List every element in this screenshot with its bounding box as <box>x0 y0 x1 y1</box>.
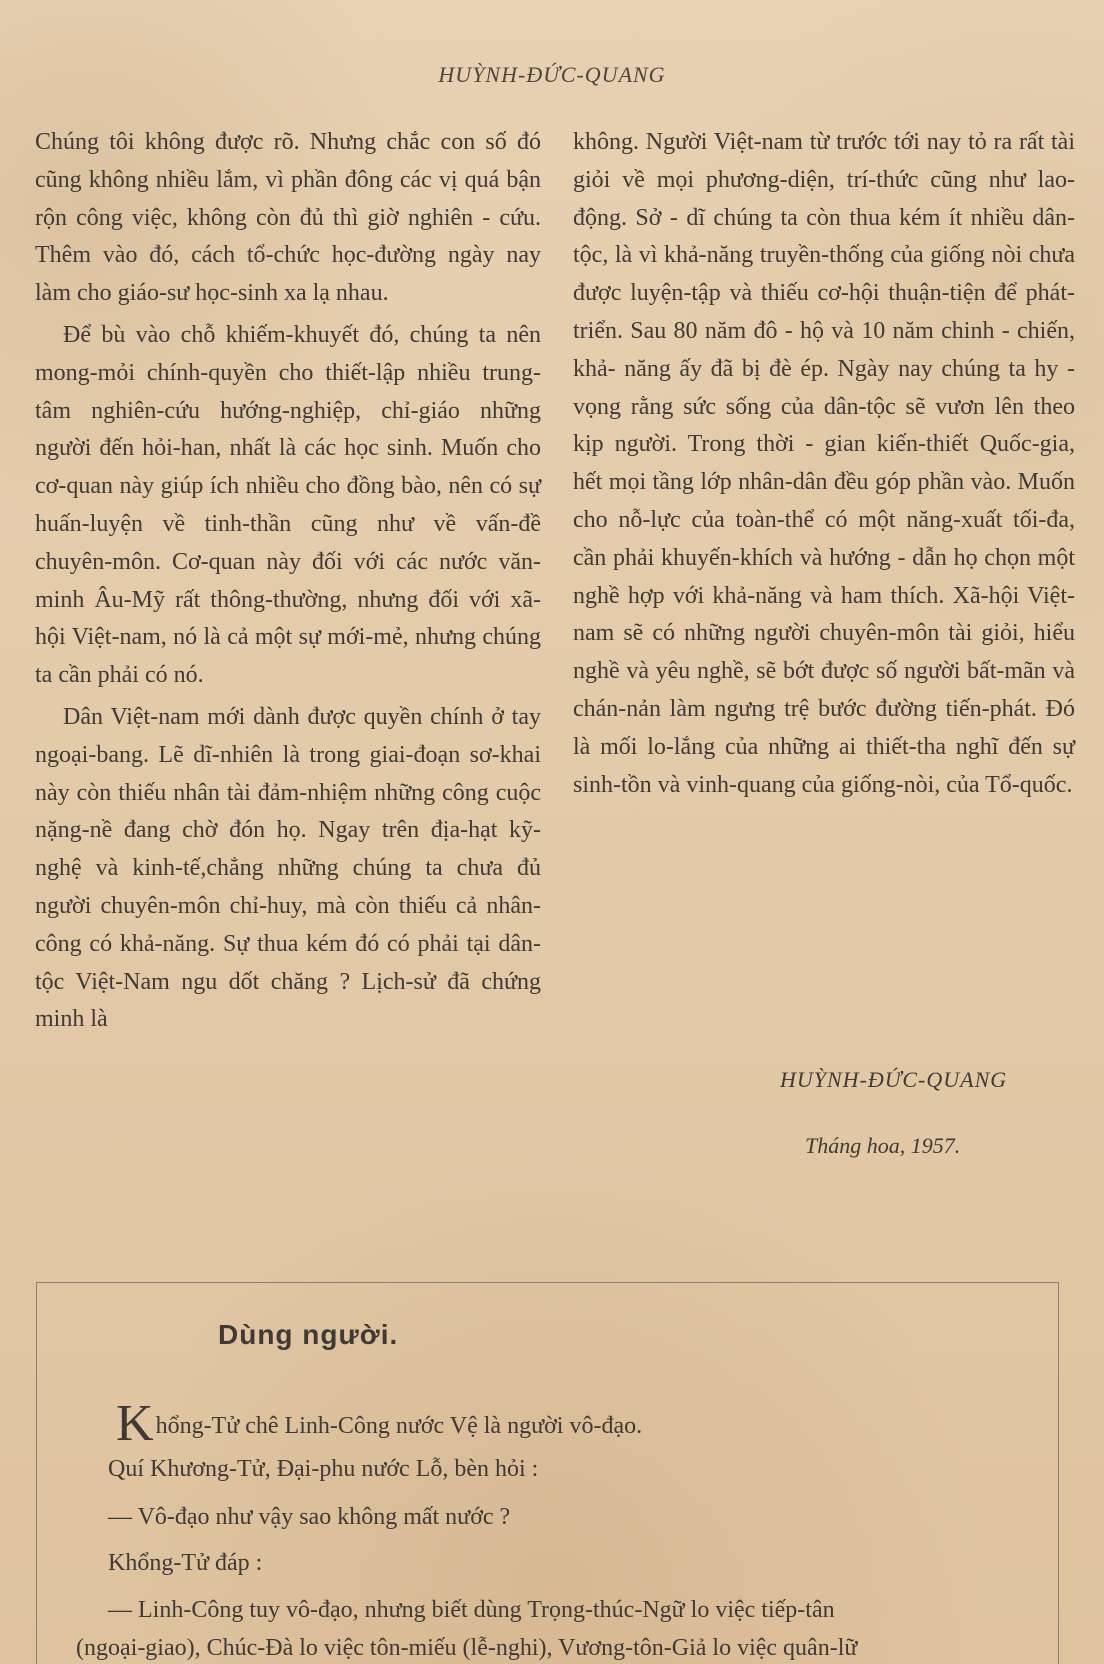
left-paragraph-3: Dân Việt-nam mới dành được quyền chính ở tay ngoại-bang. Lẽ dĩ-nhiên là trong giai-đoạn sơ-khai này còn thiếu nhân tài đảm-nhiệm những công cuộc nặng-nề đang chờ đón họ. Ngay trên địa-hạt kỹ-nghệ và kinh-tế,chẳng những chúng ta chưa đủ người chuyên-môn chỉ-huy, mà còn thiếu cả nhân-công có khả-năng. Sự thua kém đó có phải tại dân-tộc Việt-Nam ngu dốt chăng ? Lịch-sử đã chứng minh là <box>35 703 541 1033</box>
box-title: Dùng người. <box>218 1319 399 1350</box>
right-column <box>573 124 1075 808</box>
box-line-3: — Vô-đạo như vậy sao không mất nước ? <box>108 1504 511 1530</box>
box-line-1 <box>116 1395 1026 1452</box>
box-line-6: (ngoại-giao), Chúc-Đà lo việc tôn-miếu (lễ-nghi), Vương-tôn-Giả lo việc quân-lữ <box>76 1635 858 1661</box>
author-signature: HUỲNH-ĐỨC-QUANG <box>780 1067 1008 1092</box>
left-paragraph-2: Để bù vào chỗ khiếm-khuyết đó, chúng ta nên mong-mỏi chính-quyền cho thiết-lập nhiều trung-tâm nghiên-cứu hướng-nghiệp, chỉ-giáo những người đến hỏi-han, nhất là các học sinh. Muốn cho cơ-quan này giúp ích nhiều cho đồng bào, nên có sự huấn-luyện về tinh-thần cũng như về vấn-đề chuyên-môn. Cơ-quan này đối với các nước văn-minh Âu-Mỹ rất thông-thường, nhưng đối với xã-hội Việt-nam, nó là cả một sự mới-mẻ, nhưng chúng ta cần phải có nó. <box>35 321 541 689</box>
running-title: HUỲNH-ĐỨC-QUANG <box>438 62 666 87</box>
right-paragraph-1: không. Người Việt-nam từ trước tới nay tỏ ra rất tài giỏi về mọi phương-diện, trí-thức cũng như lao-động. Sở - dĩ chúng ta còn thua kém ít nhiều dân-tộc, là vì khả-năng truyền-thống của giống nòi chưa được luyện-tập và thiếu cơ-hội thuận-tiện để phát-triển. Sau 80 năm đô - hộ và 10 năm chinh - chiến, khả- năng ấy đã bị đè ép. Ngày nay chúng ta hy - vọng rằng sức sống của dân-tộc sẽ vươn lên theo kịp người. Trong thời - gian kiến-thiết Quốc-gia, hết mọi tầng lớp nhân-dân đều góp phần vào. Muốn cho nỗ-lực của toàn-thể có một năng-xuất tối-đa, cần phải khuyến-khích và hướng - dẫn họ chọn một nghề hợp với khả-năng và ham thích. Xã-hội Việt-nam sẽ có những người chuyên-môn tài giỏi, hiểu nghề và yêu nghề, sẽ bớt được số người bất-mãn và chán-nản làm ngưng trệ bước đường tiến-phát. Đó là mối lo-lắng của những ai thiết-tha nghĩ đến sự sinh-tồn và vinh-quang của giống-nòi, của Tổ-quốc. <box>573 129 1075 798</box>
box-line-2: Quí Khương-Tử, Đại-phu nước Lỗ, bèn hỏi : <box>108 1456 539 1482</box>
left-paragraph-1: Chúng tôi không được rõ. Nhưng chắc con số đó cũng không nhiều lắm, vì phần đông các vị quá bận rộn công việc, không còn đủ thì giờ nghiên - cứu. Thêm vào đó, cách tổ-chức học-đường ngày nay làm cho giáo-sư học-sinh xa lạ nhau. <box>35 129 541 307</box>
box-line-5: — Linh-Công tuy vô-đạo, nhưng biết dùng Trọng-thúc-Ngữ lo việc tiếp-tân <box>108 1597 835 1623</box>
left-column <box>35 124 541 1043</box>
publication-date: Tháng hoa, 1957. <box>805 1133 961 1158</box>
drop-cap: K <box>116 1395 154 1452</box>
box-line-1-text: hổng-Tử chê Linh-Công nước Vệ là người vô-đạo. <box>155 1413 643 1439</box>
box-line-4: Khổng-Tử đáp : <box>108 1550 263 1576</box>
